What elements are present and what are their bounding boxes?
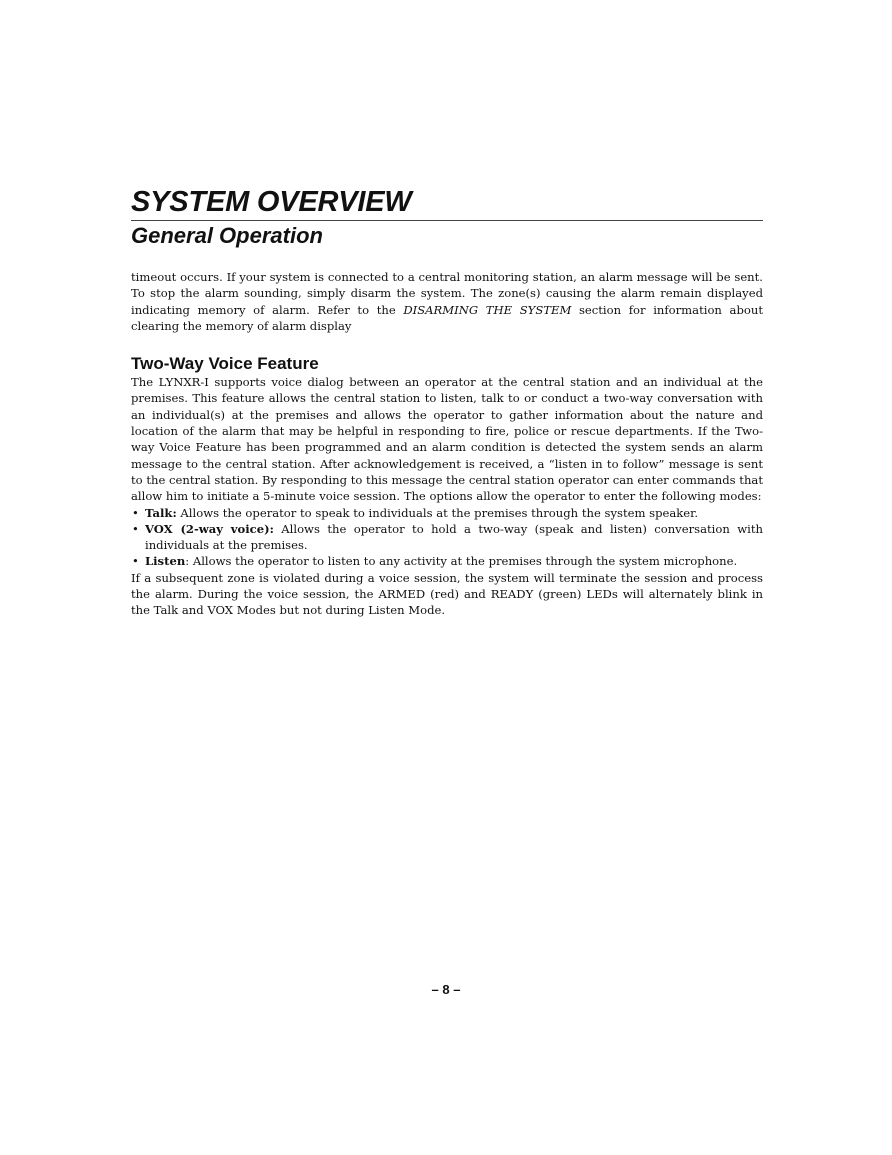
intro-text-end: section for information about clearing the memory of alarm display bbox=[131, 302, 763, 333]
mode-term: VOX (2-way voice): bbox=[145, 521, 274, 536]
bullet-icon: • bbox=[132, 554, 139, 569]
voice-modes-list bbox=[131, 505, 763, 570]
section-title: General Operation bbox=[131, 223, 323, 248]
mode-description: : Allows the operator to listen to any activity at the premises through the system microphone. bbox=[185, 554, 738, 569]
header-rule bbox=[131, 220, 763, 221]
list-item bbox=[131, 521, 763, 554]
disarming-reference: DISARMING THE SYSTEM bbox=[403, 302, 572, 317]
closing-paragraph: If a subsequent zone is violated during a voice session, the system will terminate the session and process the alarm. During the voice session, the ARMED (red) and READY (green) LEDs will alternately blink in the Talk and VOX Modes but not during Listen Mode. bbox=[131, 570, 763, 618]
intro-text-start: timeout occurs. If your system is connected to a central monitoring station, an alarm message will be sent. To stop the alarm sounding, simply disarm the system. The zone(s) causing the alarm remain displayed indicating memory of alarm. Refer to the bbox=[131, 270, 763, 317]
list-item bbox=[131, 553, 763, 569]
mode-term: Listen bbox=[145, 554, 186, 569]
page-content bbox=[131, 186, 763, 619]
voice-feature-heading: Two-Way Voice Feature bbox=[131, 354, 319, 374]
bullet-icon: • bbox=[132, 521, 139, 536]
intro-paragraph bbox=[131, 269, 763, 334]
mode-description: Allows the operator to hold a two-way (speak and listen) conversation with individuals at the premises. bbox=[145, 521, 763, 553]
list-item bbox=[131, 505, 763, 521]
chapter-title: SYSTEM OVERVIEW bbox=[131, 186, 412, 218]
bullet-icon: • bbox=[132, 505, 139, 520]
page-number: – 8 – bbox=[431, 982, 461, 997]
voice-feature-paragraph: The LYNXR-I supports voice dialog between an operator at the central station and an individual at the premises. This feature allows the central station to listen, talk to or conduct a two-way conversation with an individual(s) at the premises and allows the operator to gather information about the nature and location of the alarm that may be helpful in responding to fire, police or rescue departments. If the Two-way Voice Feature has been programmed and an alarm condition is detected the system sends an alarm message to the central station. After acknowledgement is received, a “listen in to follow” message is sent to the central station. By responding to this message the central station operator can enter commands that allow him to initiate a 5-minute voice session. The options allow the operator to enter the following modes: bbox=[131, 375, 763, 504]
mode-description: Allows the operator to speak to individuals at the premises through the system speaker. bbox=[176, 505, 699, 520]
mode-term: Talk: bbox=[145, 505, 177, 520]
